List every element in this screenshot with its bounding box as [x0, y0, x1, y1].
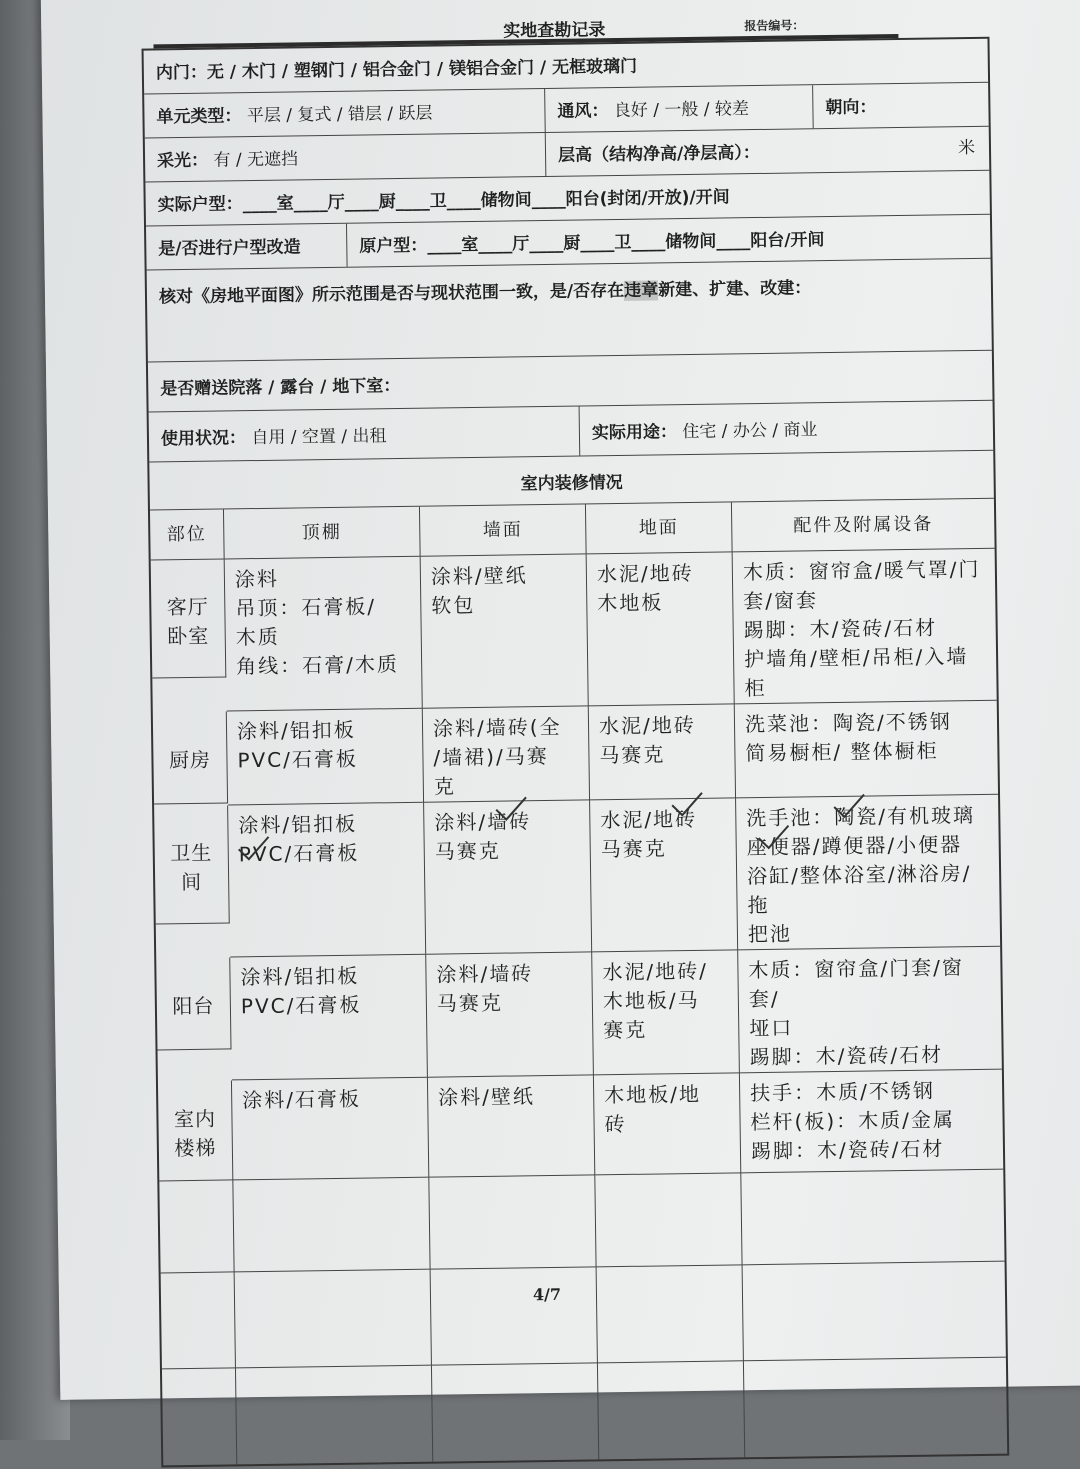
- table-empty-cell: [235, 1270, 432, 1369]
- page-title: 实地查勘记录: [503, 20, 606, 42]
- verify-highlight: 违章: [624, 280, 659, 301]
- table-row-location: 卫生 间: [154, 805, 230, 924]
- table-row-location: 厨房: [153, 711, 228, 804]
- decoration-table: [150, 499, 1007, 1466]
- ventilation-options: 良好 / 一般 / 较差: [613, 99, 750, 122]
- table-empty-cell: [597, 1265, 744, 1363]
- table-cell-fittings: 木质：窗帘盒/暖气罩/门 套/窗套 踢脚：木/瓷砖/石材 护墙角/壁柜/吊柜/入墙柜: [733, 549, 997, 705]
- table-empty-cell: [431, 1267, 598, 1365]
- col-header-location: 部位: [150, 509, 225, 560]
- verify-suffix: 新建、扩建、改建：: [658, 278, 812, 301]
- table-empty-cell: [744, 1358, 1007, 1458]
- survey-form: [142, 37, 1010, 1468]
- lighting-field: [145, 133, 546, 182]
- report-number-label: 报告编号：: [744, 18, 805, 34]
- table-cell-floor: 水泥/地砖 马赛克: [590, 798, 738, 952]
- table-cell-floor: 木地板/地 砖: [594, 1073, 741, 1175]
- table-cell-floor: 水泥/地砖 木地板: [587, 552, 735, 706]
- ventilation-field: [544, 85, 813, 132]
- usage-options: 自用 / 空置 / 出租: [251, 426, 387, 449]
- table-cell-ceiling: 涂料/铝扣板 PVC/石膏板: [227, 709, 424, 806]
- actual-use-options: 住宅 / 办公 / 商业: [682, 420, 818, 443]
- unit-type-label: 单元类型：: [156, 106, 242, 128]
- floor-height-label: 层高（结构净高/净层高）：: [557, 142, 760, 166]
- row-verify: [147, 259, 992, 363]
- floor-height-field: [545, 127, 990, 176]
- original-layout-field: 原户型：____室____厅____厨____卫____储物间____阳台/开间: [346, 215, 991, 267]
- table-cell-wall: 涂料/壁纸 软包: [421, 554, 589, 708]
- usage-label: 使用状况：: [160, 428, 247, 450]
- table-cell-wall: 涂料/壁纸: [428, 1075, 595, 1177]
- floor-height-unit: 米: [957, 137, 976, 159]
- ventilation-label: 通风：: [557, 101, 609, 122]
- col-header-ceiling: 顶棚: [224, 507, 421, 560]
- table-empty-cell: [432, 1363, 599, 1461]
- table-empty-cell: [162, 1368, 237, 1465]
- table-cell-ceiling: 涂料 吊顶：石膏板/ 木质 角线：石膏/木质: [225, 557, 423, 712]
- page-number: 4/7: [532, 1284, 562, 1305]
- table-cell-fittings: 木质：窗帘盒/门套/窗套/ 垭口 踢脚：木/瓷砖/石材: [738, 947, 1002, 1074]
- decoration-section-title: 室内装修情况: [520, 472, 623, 495]
- inner-door-field: 内门：无 / 木门 / 塑钢门 / 铝合金门 / 镁铝合金门 / 无框玻璃门: [155, 56, 638, 84]
- table-cell-ceiling: 涂料/石膏板: [232, 1078, 429, 1181]
- table-row-location: 客厅 卧室: [151, 559, 227, 678]
- table-cell-wall: 涂料/墙砖 马赛克: [424, 800, 592, 954]
- unit-type-field: [144, 89, 545, 138]
- orientation-field: 朝向：: [812, 83, 989, 128]
- lighting-options: 有 / 无遮挡: [213, 149, 299, 171]
- table-empty-cell: [233, 1178, 430, 1273]
- actual-use-label: 实际用途：: [591, 422, 678, 444]
- table-empty-cell: [161, 1272, 236, 1369]
- table-cell-ceiling: 涂料/铝扣板 PVC/石膏板: [230, 955, 428, 1081]
- table-cell-floor: 水泥/地砖/ 木地板/马 赛克: [592, 950, 740, 1075]
- table-row-location: 室内 楼梯: [158, 1080, 233, 1181]
- verify-text: 核对《房地平面图》所示范围是否与现状范围一致，是/否存在: [158, 280, 625, 308]
- table-empty-cell: [159, 1180, 234, 1273]
- table-cell-wall: 涂料/墙砖(全 /墙裙)/马赛 克: [423, 706, 590, 802]
- table-empty-cell: [595, 1173, 742, 1267]
- table-cell-floor: 水泥/地砖 马赛克: [589, 704, 736, 800]
- renovation-label: 是/否进行户型改造: [158, 237, 301, 260]
- form-sheet: [40, 0, 1080, 1400]
- table-empty-cell: [236, 1366, 433, 1465]
- col-header-floor: 地面: [586, 502, 733, 554]
- usage-field: [149, 407, 580, 462]
- table-cell-ceiling: 涂料/铝扣板 PVC/石膏板: [228, 803, 426, 958]
- table-row-location: 阳台: [156, 957, 231, 1050]
- bonus-field: 是否赠送院落 / 露台 / 地下室：: [160, 376, 401, 400]
- table-empty-cell: [743, 1262, 1006, 1362]
- table-empty-cell: [598, 1361, 745, 1459]
- table-cell-fittings: 洗手池：陶瓷/有机玻璃 座便器/蹲便器/小便器 浴缸/整体浴室/淋浴房/拖 把池: [736, 795, 1000, 951]
- table-cell-fittings: 扶手：木质/不锈钢 栏杆(板)：木质/金属 踢脚：木/瓷砖/石材: [740, 1070, 1003, 1174]
- actual-use-field: [579, 401, 994, 456]
- col-header-fittings: 配件及附属设备: [732, 499, 995, 553]
- table-empty-cell: [741, 1170, 1004, 1266]
- table-empty-cell: [429, 1175, 596, 1269]
- table-cell-wall: 涂料/墙砖 马赛克: [426, 952, 594, 1077]
- actual-layout-field: 实际户型：____室____厅____厨____卫____储物间____阳台(封闭/开放)/开间: [157, 187, 730, 216]
- unit-type-options: 平层 / 复式 / 错层 / 跃层: [246, 103, 433, 127]
- lighting-label: 采光：: [156, 150, 209, 172]
- verify-field: [147, 259, 992, 362]
- col-header-wall: 墙面: [420, 504, 587, 556]
- table-cell-fittings: 洗菜池：陶瓷/不锈钢 简易橱柜/ 整体橱柜: [735, 701, 998, 799]
